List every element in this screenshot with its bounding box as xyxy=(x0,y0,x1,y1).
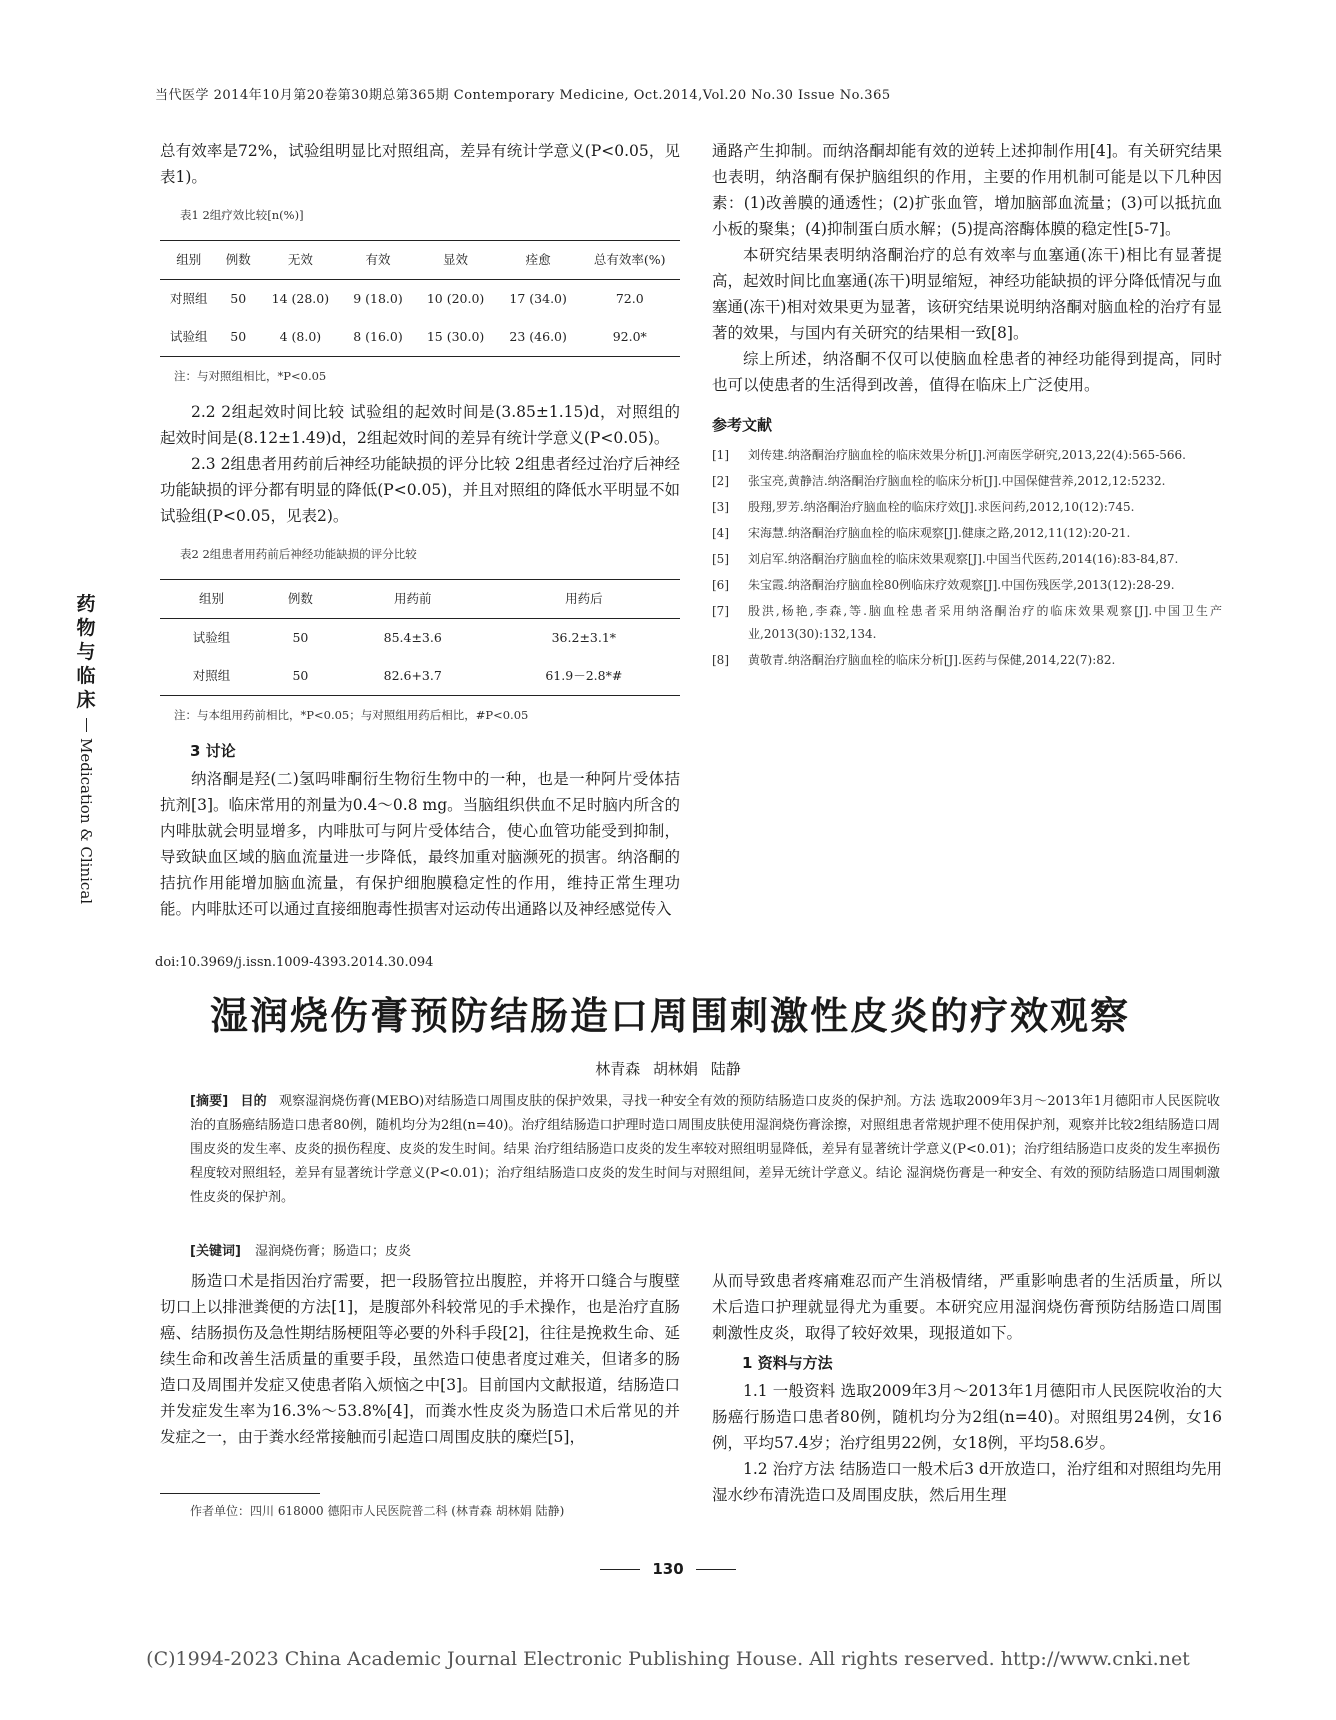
reference-number: [3] xyxy=(712,500,729,514)
reference-text: 张宝亮,黄静洁.纳洛酮治疗脑血栓的临床分析[J].中国保健营养,2012,12:5232. xyxy=(748,474,1166,488)
reference-item xyxy=(712,444,1222,467)
abstract-purpose-label: 目的 xyxy=(240,1094,267,1109)
reference-item xyxy=(712,649,1222,672)
reference-item xyxy=(712,496,1222,519)
section-heading: 3 讨论 xyxy=(190,742,236,760)
references-heading: 参考文献 xyxy=(712,416,773,434)
table1-cell: 15 (30.0) xyxy=(414,318,497,357)
article-title: 湿润烧伤膏预防结肠造口周围刺激性皮炎的疗效观察 xyxy=(209,994,1130,1038)
table2-cell: 61.9－2.8*# xyxy=(488,657,680,696)
table1-header-cell: 例数 xyxy=(217,241,259,280)
table1-cell: 10 (20.0) xyxy=(426,291,485,306)
table2-cell: 36.2±3.1* xyxy=(551,630,617,645)
table1-header-cell: 无效 xyxy=(259,241,342,280)
table2-header-cell: 用药前 xyxy=(338,580,488,619)
table1-cell: 14 (28.0) xyxy=(271,291,330,306)
paragraph: 总有效率是72%，试验组明显比对照组高，差异有统计学意义(P<0.05，见表1)。 xyxy=(160,142,680,186)
table2-cell: 50 xyxy=(292,630,309,645)
reference-number: [5] xyxy=(712,552,729,566)
table2-cell: 对照组 xyxy=(160,657,263,696)
table1-cell: 72.0 xyxy=(615,291,644,306)
keywords-text: 湿润烧伤膏；肠造口；皮炎 xyxy=(255,1244,412,1259)
table1-row xyxy=(160,318,680,357)
table1-cell: 50 xyxy=(230,291,247,306)
author-affiliation: 作者单位：四川 618000 德阳市人民医院普二科 (林青森 胡林娟 陆静) xyxy=(190,1504,565,1518)
table1-header-cell: 总有效率(%) xyxy=(579,241,680,280)
table2-cell: 50 xyxy=(263,657,338,696)
table1-cell: 92.0* xyxy=(579,318,680,357)
reference-text: 殷洪,杨艳,李森,等.脑血栓患者采用纳洛酮治疗的临床效果观察[J].中国卫生产业,2013(30):132,134. xyxy=(748,604,1222,641)
right-column xyxy=(712,138,1222,675)
article2-right-column xyxy=(712,1268,1222,1508)
paragraph-2-3: 2.3 2组患者用药前后神经功能缺损的评分比较 2组患者经过治疗后神经功能缺损的评分都有明显的降低(P<0.05)，并且对照组的降低水平明显不如试验组(P<0.05，见表2)。 xyxy=(160,455,680,525)
abstract xyxy=(190,1090,1220,1210)
abstract-text: 观察湿润烧伤膏(MEBO)对结肠造口周围皮肤的保护效果，寻找一种安全有效的预防结肠造口皮炎的保护剂。方法 选取2009年3月～2013年1月德阳市人民医院收治的直肠癌结肠造口患者80例，随机均分为2组(n=40)。治疗组结肠造口护理时造口周围皮肤使用湿润烧伤膏涂擦，对照组患者常规护理不使用保护剂，观察并比较2组结肠造口周围皮炎的发生率、皮炎的损伤程度、皮炎的发生时间。结果 治疗组结肠造口皮炎的发生率较对照组明显降低，差异有显著统计学意义(P<0.01)；治疗组结肠造口皮炎的发生率损伤程度较对照组轻，差异有显著统计学意义(P<0.01)；治疗组结肠造口皮炎的发生时间与对照组间，差异无统计学意义。结论 湿润烧伤膏是一种安全、有效的预防结肠造口周围刺激性皮炎的保护剂。 xyxy=(190,1094,1220,1205)
table2-cell: 82.6+3.7 xyxy=(338,657,488,696)
table2-cell: 试验组 xyxy=(192,630,231,645)
footnote-divider xyxy=(160,1493,320,1494)
paragraph-1-2: 1.2 治疗方法 结肠造口一般术后3 d开放造口，治疗组和对照组均先用湿水纱布清洗造口及周围皮肤，然后用生理 xyxy=(712,1460,1222,1504)
reference-item xyxy=(712,574,1222,597)
divider xyxy=(86,718,87,732)
table2-header-cell: 用药后 xyxy=(488,580,680,619)
paragraph: 通路产生抑制。而纳洛酮却能有效的逆转上述抑制作用[4]。有关研究结果也表明，纳洛酮有保护脑组织的作用，主要的作用机制可能是以下几种因素：(1)改善膜的通透性；(2)扩张血管，增加脑部血流量；(3)可以抵抗血小板的聚集；(4)抑制蛋白质水解；(5)提高溶酶体膜的稳定性[5-7]。 xyxy=(712,142,1222,238)
table1-header-cell: 有效 xyxy=(342,241,415,280)
references-list xyxy=(712,444,1222,672)
table1-cell: 50 xyxy=(217,318,259,357)
table1-cell: 试验组 xyxy=(160,318,217,357)
reference-number: [4] xyxy=(712,526,729,540)
article2-left-column xyxy=(160,1268,680,1450)
paragraph: 肠造口术是指因治疗需要，把一段肠管拉出腹腔，并将开口缝合与腹壁切口上以排泄粪便的方法[1]，是腹部外科较常见的手术操作，也是治疗直肠癌、结肠损伤及急性期结肠梗阻等必要的外科手段[2]，往往是挽救生命、延续生命和改善生活质量的重要手段，虽然造口使患者度过难关，但诸多的肠造口及周围并发症又使患者陷入烦恼之中[3]。目前国内文献报道，结肠造口并发症发生率为16.3%～53.8%[4]，而粪水性皮炎为肠造口术后常见的并发症之一，由于粪水经常接触而引起造口周围皮肤的糜烂[5]， xyxy=(160,1272,680,1446)
table1-header-cell: 显效 xyxy=(414,241,497,280)
reference-number: [7] xyxy=(712,604,729,618)
reference-item xyxy=(712,522,1222,545)
keywords xyxy=(190,1240,411,1259)
paragraph-discussion: 纳洛酮是羟(二)氢吗啡酮衍生物衍生物中的一种，也是一种阿片受体拮抗剂[3]。临床常用的剂量为0.4～0.8 mg。当脑组织供血不足时脑内所含的内啡肽就会明显增多，内啡肽可与阿片受体结合，使心血管功能受到抑制，导致缺血区域的脑血流量进一步降低，最终加重对脑濒死的损害。纳洛酮的拮抗作用能增加脑血流量，有保护细胞膜稳定性的作用，维持正常生理功能。内啡肽还可以通过直接细胞毒性损害对运动传出通路以及神经感觉传入 xyxy=(160,770,680,918)
table2-cell: 85.4±3.6 xyxy=(383,630,442,645)
table1 xyxy=(160,240,680,357)
running-header: 当代医学 2014年10月第20卷第30期总第365期 Contemporary Medicine, Oct.2014,Vol.20 No.30 Issue No.365 xyxy=(155,88,891,103)
authors: 林青森 胡林娟 陆静 xyxy=(595,1060,741,1078)
section-heading: 1 资料与方法 xyxy=(742,1354,833,1372)
abstract-label: [摘要] xyxy=(190,1094,229,1109)
reference-text: 黄敬青.纳洛酮治疗脑血栓的临床分析[J].医药与保健,2014,22(7):82. xyxy=(748,653,1116,667)
reference-text: 宋海慧.纳洛酮治疗脑血栓的临床观察[J].健康之路,2012,11(12):20-21. xyxy=(748,526,1131,540)
paragraph-1-1: 1.1 一般资料 选取2009年3月～2013年1月德阳市人民医院收治的大肠癌行肠造口患者80例，随机均分为2组(n=40)。对照组男24例，女16例，平均57.4岁；治疗组男22例，女18例，平均58.6岁。 xyxy=(712,1382,1222,1452)
reference-item xyxy=(712,470,1222,493)
table1-note: 注：与对照组相比，*P<0.05 xyxy=(174,369,327,383)
sidebar-column-name: 药物与临床 xyxy=(76,593,96,711)
keywords-label: [关键词] xyxy=(190,1244,241,1259)
sidebar-column-name-en: Medication & Clinical xyxy=(77,738,95,905)
reference-item xyxy=(712,600,1222,646)
reference-text: 刘启军.纳洛酮治疗脑血栓的临床效果观察[J].中国当代医药,2014(16):83-84,87. xyxy=(748,552,1179,566)
left-column xyxy=(160,138,680,922)
table2-note: 注：与本组用药前相比，*P<0.05；与对照组用药后相比，#P<0.05 xyxy=(174,708,529,722)
table1-caption: 表1 2组疗效比较[n(%)] xyxy=(180,208,304,222)
reference-number: [2] xyxy=(712,474,729,488)
table1-row xyxy=(160,280,680,319)
table1-cell: 8 (16.0) xyxy=(342,318,415,357)
table2-header-cell: 例数 xyxy=(263,580,338,619)
reference-number: [8] xyxy=(712,653,729,667)
copyright-notice: (C)1994-2023 China Academic Journal Electronic Publishing House. All rights reserved. http://www.cnki.net xyxy=(146,1648,1190,1670)
page-number xyxy=(0,1560,1336,1578)
divider xyxy=(600,1569,640,1570)
table1-cell: 4 (8.0) xyxy=(259,318,342,357)
table2-row xyxy=(160,657,680,696)
table2-row xyxy=(160,619,680,658)
paragraph-2-2: 2.2 2组起效时间比较 试验组的起效时间是(3.85±1.15)d，对照组的起效时间是(8.12±1.49)d，2组起效时间的差异有统计学意义(P<0.05)。 xyxy=(160,403,680,447)
divider xyxy=(696,1569,736,1570)
table1-cell: 23 (46.0) xyxy=(497,318,580,357)
reference-item xyxy=(712,548,1222,571)
table2-header-cell: 组别 xyxy=(160,580,263,619)
table1-cell: 对照组 xyxy=(169,291,208,306)
paragraph: 本研究结果表明纳洛酮治疗的总有效率与血塞通(冻干)相比有显著提高，起效时间比血塞通(冻干)明显缩短，神经功能缺损的评分降低情况与血塞通(冻干)相对效果更为显著，该研究结果说明纳洛酮对脑血栓的治疗有显著的效果，与国内有关研究的结果相一致[8]。 xyxy=(712,246,1222,342)
journal-sidebar xyxy=(72,592,100,904)
reference-text: 朱宝霞.纳洛酮治疗脑血栓80例临床疗效观察[J].中国伤残医学,2013(12):28-29. xyxy=(748,578,1175,592)
table1-header-cell: 痊愈 xyxy=(497,241,580,280)
table1-header-cell: 组别 xyxy=(160,241,217,280)
paragraph-conclusion: 综上所述，纳洛酮不仅可以使脑血栓患者的神经功能得到提高，同时也可以使患者的生活得到改善，值得在临床上广泛使用。 xyxy=(712,350,1222,394)
reference-text: 刘传建.纳洛酮治疗脑血栓的临床效果分析[J].河南医学研究,2013,22(4):565-566. xyxy=(748,448,1186,462)
table1-cell: 17 (34.0) xyxy=(509,291,567,306)
table2-caption: 表2 2组患者用药前后神经功能缺损的评分比较 xyxy=(180,547,417,561)
paragraph: 从而导致患者疼痛难忍而产生消极情绪，严重影响患者的生活质量，所以术后造口护理就显得尤为重要。本研究应用湿润烧伤膏预防结肠造口周围刺激性皮炎，取得了较好效果，现报道如下。 xyxy=(712,1272,1222,1342)
reference-number: [1] xyxy=(712,448,729,462)
page-number-text: 130 xyxy=(652,1560,684,1578)
doi: doi:10.3969/j.issn.1009-4393.2014.30.094 xyxy=(155,955,434,970)
reference-text: 殷翔,罗芳.纳洛酮治疗脑血栓的临床疗效[J].求医问药,2012,10(12):745. xyxy=(748,500,1135,514)
table2 xyxy=(160,579,680,696)
reference-number: [6] xyxy=(712,578,729,592)
table1-cell: 9 (18.0) xyxy=(353,291,403,306)
